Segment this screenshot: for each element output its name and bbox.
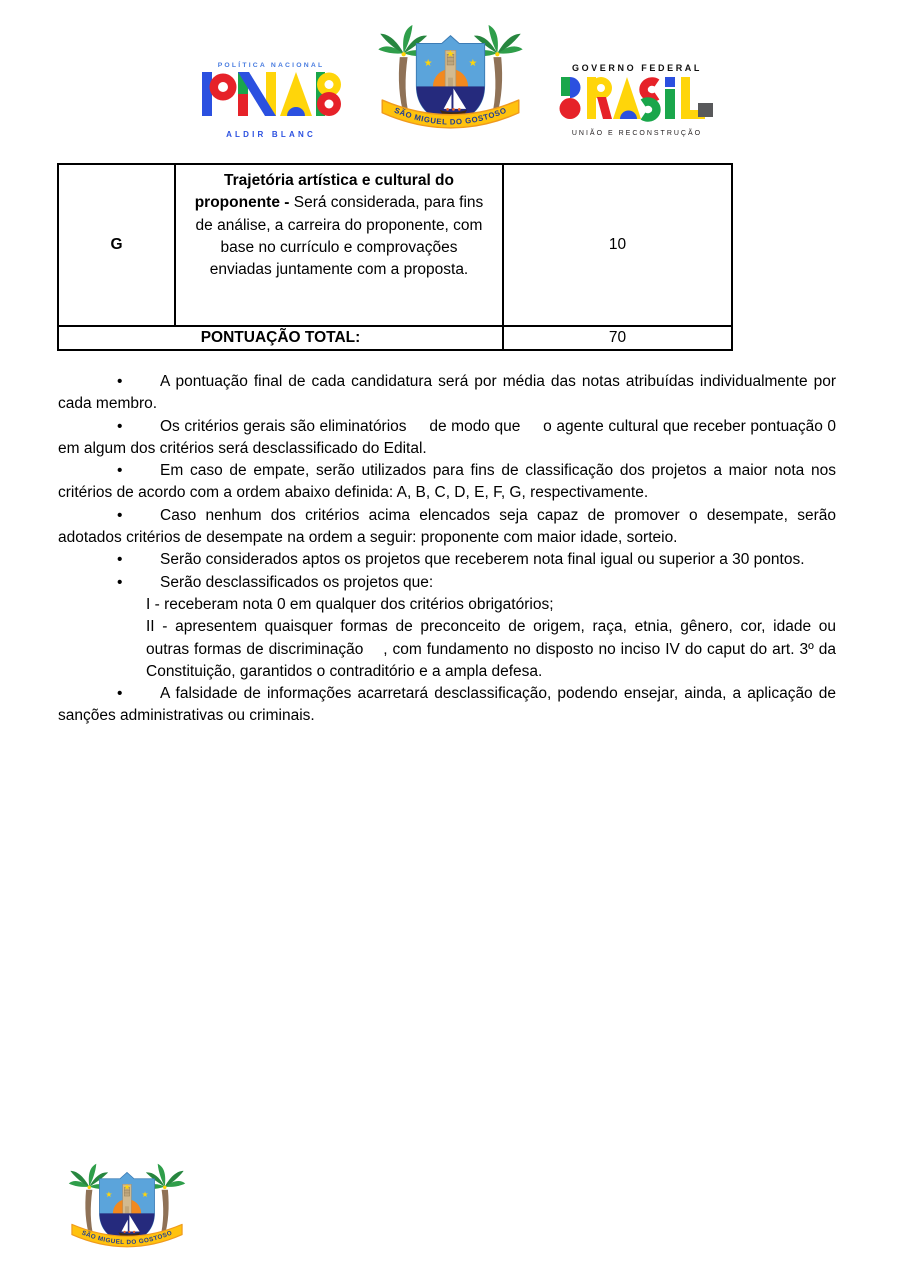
- brasil-wordmark-icon: [560, 77, 714, 119]
- bullet-text: Serão desclassificados os projetos que:: [160, 573, 434, 591]
- bullet-marker: •: [117, 417, 123, 435]
- pnab-bottom-text: ALDIR BLANC: [226, 130, 316, 139]
- pnab-wordmark-icon: [202, 72, 341, 116]
- gov-top-text: GOVERNO FEDERAL: [571, 63, 703, 73]
- pnab-logo: [196, 58, 346, 147]
- bullet-text: A falsidade de informações acarretará desclassificação, podendo ensejar, ainda, a aplicação de sanções administrativas ou criminais.: [58, 685, 836, 725]
- criterion-cell: G: [58, 164, 175, 326]
- rules-bullet-list: [58, 371, 836, 728]
- bullet-item: [58, 572, 836, 594]
- pnab-logo-graphic: [196, 58, 346, 142]
- table-row-total: [58, 326, 732, 350]
- bullet-marker: •: [117, 685, 123, 703]
- total-points-cell: 70: [503, 326, 732, 350]
- sub-item: II - apresentem quaisquer formas de preconceito de origem, raça, etnia, gênero, cor, idade ou outras formas de discriminação , com fundamento no disposto no inciso IV do caput do art. 3º da Constituição, garantidos o contraditório e a ampla defesa.: [146, 618, 836, 680]
- description-cell: [175, 164, 503, 326]
- bullet-sub-list: [146, 594, 836, 683]
- municipal-crest-logo: [377, 24, 524, 148]
- bullet-marker: •: [117, 373, 123, 390]
- points-cell: 10: [503, 164, 732, 326]
- bullet-marker: •: [117, 462, 123, 480]
- total-label-cell: PONTUAÇÃO TOTAL:: [58, 326, 503, 350]
- bullet-text: Caso nenhum dos critérios acima elencados seja capaz de promover o desempate, serão adotados critérios de desempate na ordem a seguir: proponente com maior idade, sorteio.: [58, 506, 836, 547]
- footer-crest-graphic: [68, 1163, 186, 1259]
- bullet-text: A pontuação final de cada candidatura será por média das notas atribuídas individualmente por cada membro.: [58, 373, 836, 413]
- gov-bottom-text: UNIÃO E RECONSTRUÇÃO: [571, 130, 703, 137]
- sub-item: I - receberam nota 0 em qualquer dos critérios obrigatórios;: [146, 595, 554, 613]
- gov-federal-logo: [557, 61, 717, 144]
- gov-logo-graphic: [557, 61, 717, 139]
- bullet-marker: •: [117, 551, 123, 569]
- bullet-item: [58, 460, 836, 505]
- bullet-text: Em caso de empate, serão utilizados para fins de classificação dos projetos a maior nota nos critérios de acordo com a ordem abaixo definida: A, B, C, D, E, F, G, respectivamente.: [58, 462, 836, 502]
- bullet-text: Serão considerados aptos os projetos que receberem nota final igual ou superior a 30 pontos.: [160, 551, 805, 569]
- footer-municipal-crest-logo: [68, 1163, 186, 1264]
- bullet-item: [58, 505, 836, 550]
- bullet-marker: •: [117, 573, 123, 591]
- score-table: [57, 163, 733, 351]
- bullet-item: [58, 416, 836, 461]
- bullet-text: Os critérios gerais são eliminatórios de modo que o agente cultural que receber pontuação 0 em algum dos critérios será desclassificado do Edital.: [58, 417, 836, 457]
- pnab-top-text: POLÍTICA NACIONAL: [217, 62, 325, 69]
- bullet-item: [58, 549, 836, 571]
- municipal-crest-graphic: [377, 24, 524, 143]
- bullet-item: [58, 683, 836, 728]
- bullet-item: [58, 371, 836, 416]
- bullet-marker: •: [117, 506, 123, 524]
- table-row-criterion-g: [58, 164, 732, 326]
- description-rest-text: Será́ considerada, para fins de análise, a carreira do proponente, com base no currículo e comprovações enviadas juntamente com a proposta.: [195, 194, 484, 279]
- description-bold-text: Trajetória artística e cultural do proponente -: [194, 172, 454, 212]
